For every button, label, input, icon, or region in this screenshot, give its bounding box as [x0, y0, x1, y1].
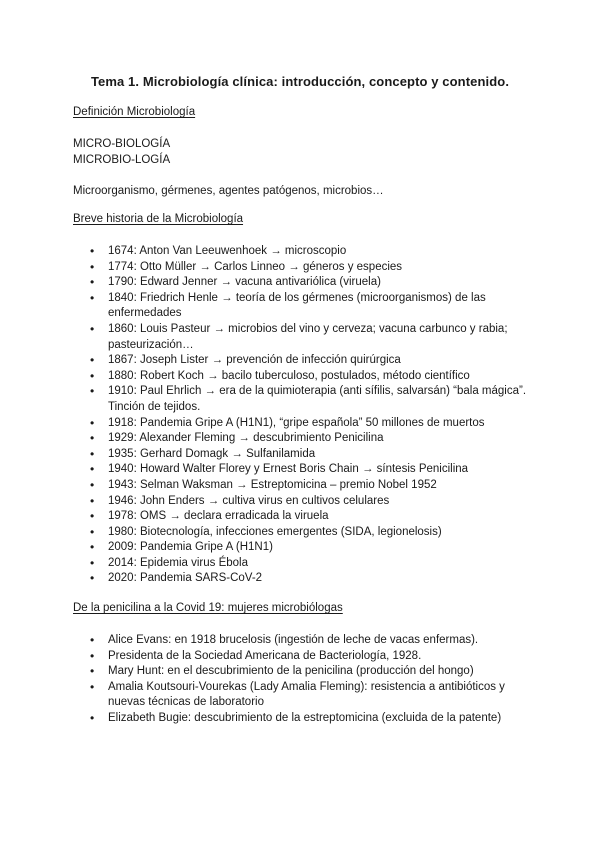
list-item: • 2020: Pandemia SARS-CoV-2	[0, 571, 600, 587]
list-item: • 1674: Anton Van Leeuwenhoek → microscopio	[0, 244, 600, 260]
section-heading-mujeres: De la penicilina a la Covid 19: mujeres microbiólogas	[73, 602, 343, 614]
list-item: • Elizabeth Bugie: descubrimiento de la estreptomicina (excluida de la patente)	[0, 711, 600, 727]
list-item: • 1946: John Enders → cultiva virus en cultivos celulares	[0, 494, 600, 510]
list-item: • 2009: Pandemia Gripe A (H1N1)	[0, 540, 600, 556]
list-item: • 2014: Epidemia virus Ébola	[0, 556, 600, 572]
list-item: • Alice Evans: en 1918 brucelosis (ingestión de leche de vacas enfermas).	[0, 633, 600, 649]
page-title: Tema 1. Microbiología clínica: introducción, concepto y contenido.	[90, 74, 510, 89]
list-item: • 1935: Gerhard Domagk → Sulfanilamida	[0, 447, 600, 463]
list-item: • Amalia Koutsouri-Vourekas (Lady Amalia Fleming): resistencia a antibióticos y nuevas técnicas de laboratorio	[0, 680, 600, 711]
list-item: • 1918: Pandemia Gripe A (H1N1), “gripe española” 50 millones de muertos	[0, 416, 600, 432]
list-item: • 1774: Otto Müller → Carlos Linneo → géneros y especies	[0, 260, 600, 276]
list-item: • 1910: Paul Ehrlich → era de la quimioterapia (anti sífilis, salvarsán) “bala mágica”. Tinción de tejidos.	[0, 384, 600, 415]
section-heading-historia: Breve historia de la Microbiología	[73, 213, 244, 225]
list-item: • 1867: Joseph Lister → prevención de infección quirúrgica	[0, 353, 600, 369]
women-list	[0, 633, 600, 727]
list-item: • Presidenta de la Sociedad Americana de Bacteriología, 1928.	[0, 649, 600, 665]
list-item: • 1880: Robert Koch → bacilo tuberculoso, postulados, método científico	[0, 369, 600, 385]
list-item: • Mary Hunt: en el descubrimiento de la penicilina (producción del hongo)	[0, 664, 600, 680]
history-list	[0, 244, 600, 587]
text-line-microbio-logia: MICROBIO-LOGÍA	[73, 154, 171, 166]
list-item: • 1943: Selman Waksman → Estreptomicina – premio Nobel 1952	[0, 478, 600, 494]
text-line-micro-biologia: MICRO-BIOLOGÍA	[73, 138, 171, 150]
definition-text: Microorganismo, gérmenes, agentes patógenos, microbios…	[73, 185, 384, 197]
list-item: • 1860: Louis Pasteur → microbios del vino y cerveza; vacuna carbunco y rabia; pasteurización…	[0, 322, 600, 353]
list-item: • 1978: OMS → declara erradicada la viruela	[0, 509, 600, 525]
list-item: • 1929: Alexander Fleming → descubrimiento Penicilina	[0, 431, 600, 447]
list-item: • 1940: Howard Walter Florey y Ernest Boris Chain → síntesis Penicilina	[0, 462, 600, 478]
list-item: • 1840: Friedrich Henle → teoría de los gérmenes (microorganismos) de las enfermedades	[0, 291, 600, 322]
section-heading-definicion: Definición Microbiología	[73, 106, 196, 118]
list-item: • 1790: Edward Jenner → vacuna antivariólica (viruela)	[0, 275, 600, 291]
list-item: • 1980: Biotecnología, infecciones emergentes (SIDA, legionelosis)	[0, 525, 600, 541]
